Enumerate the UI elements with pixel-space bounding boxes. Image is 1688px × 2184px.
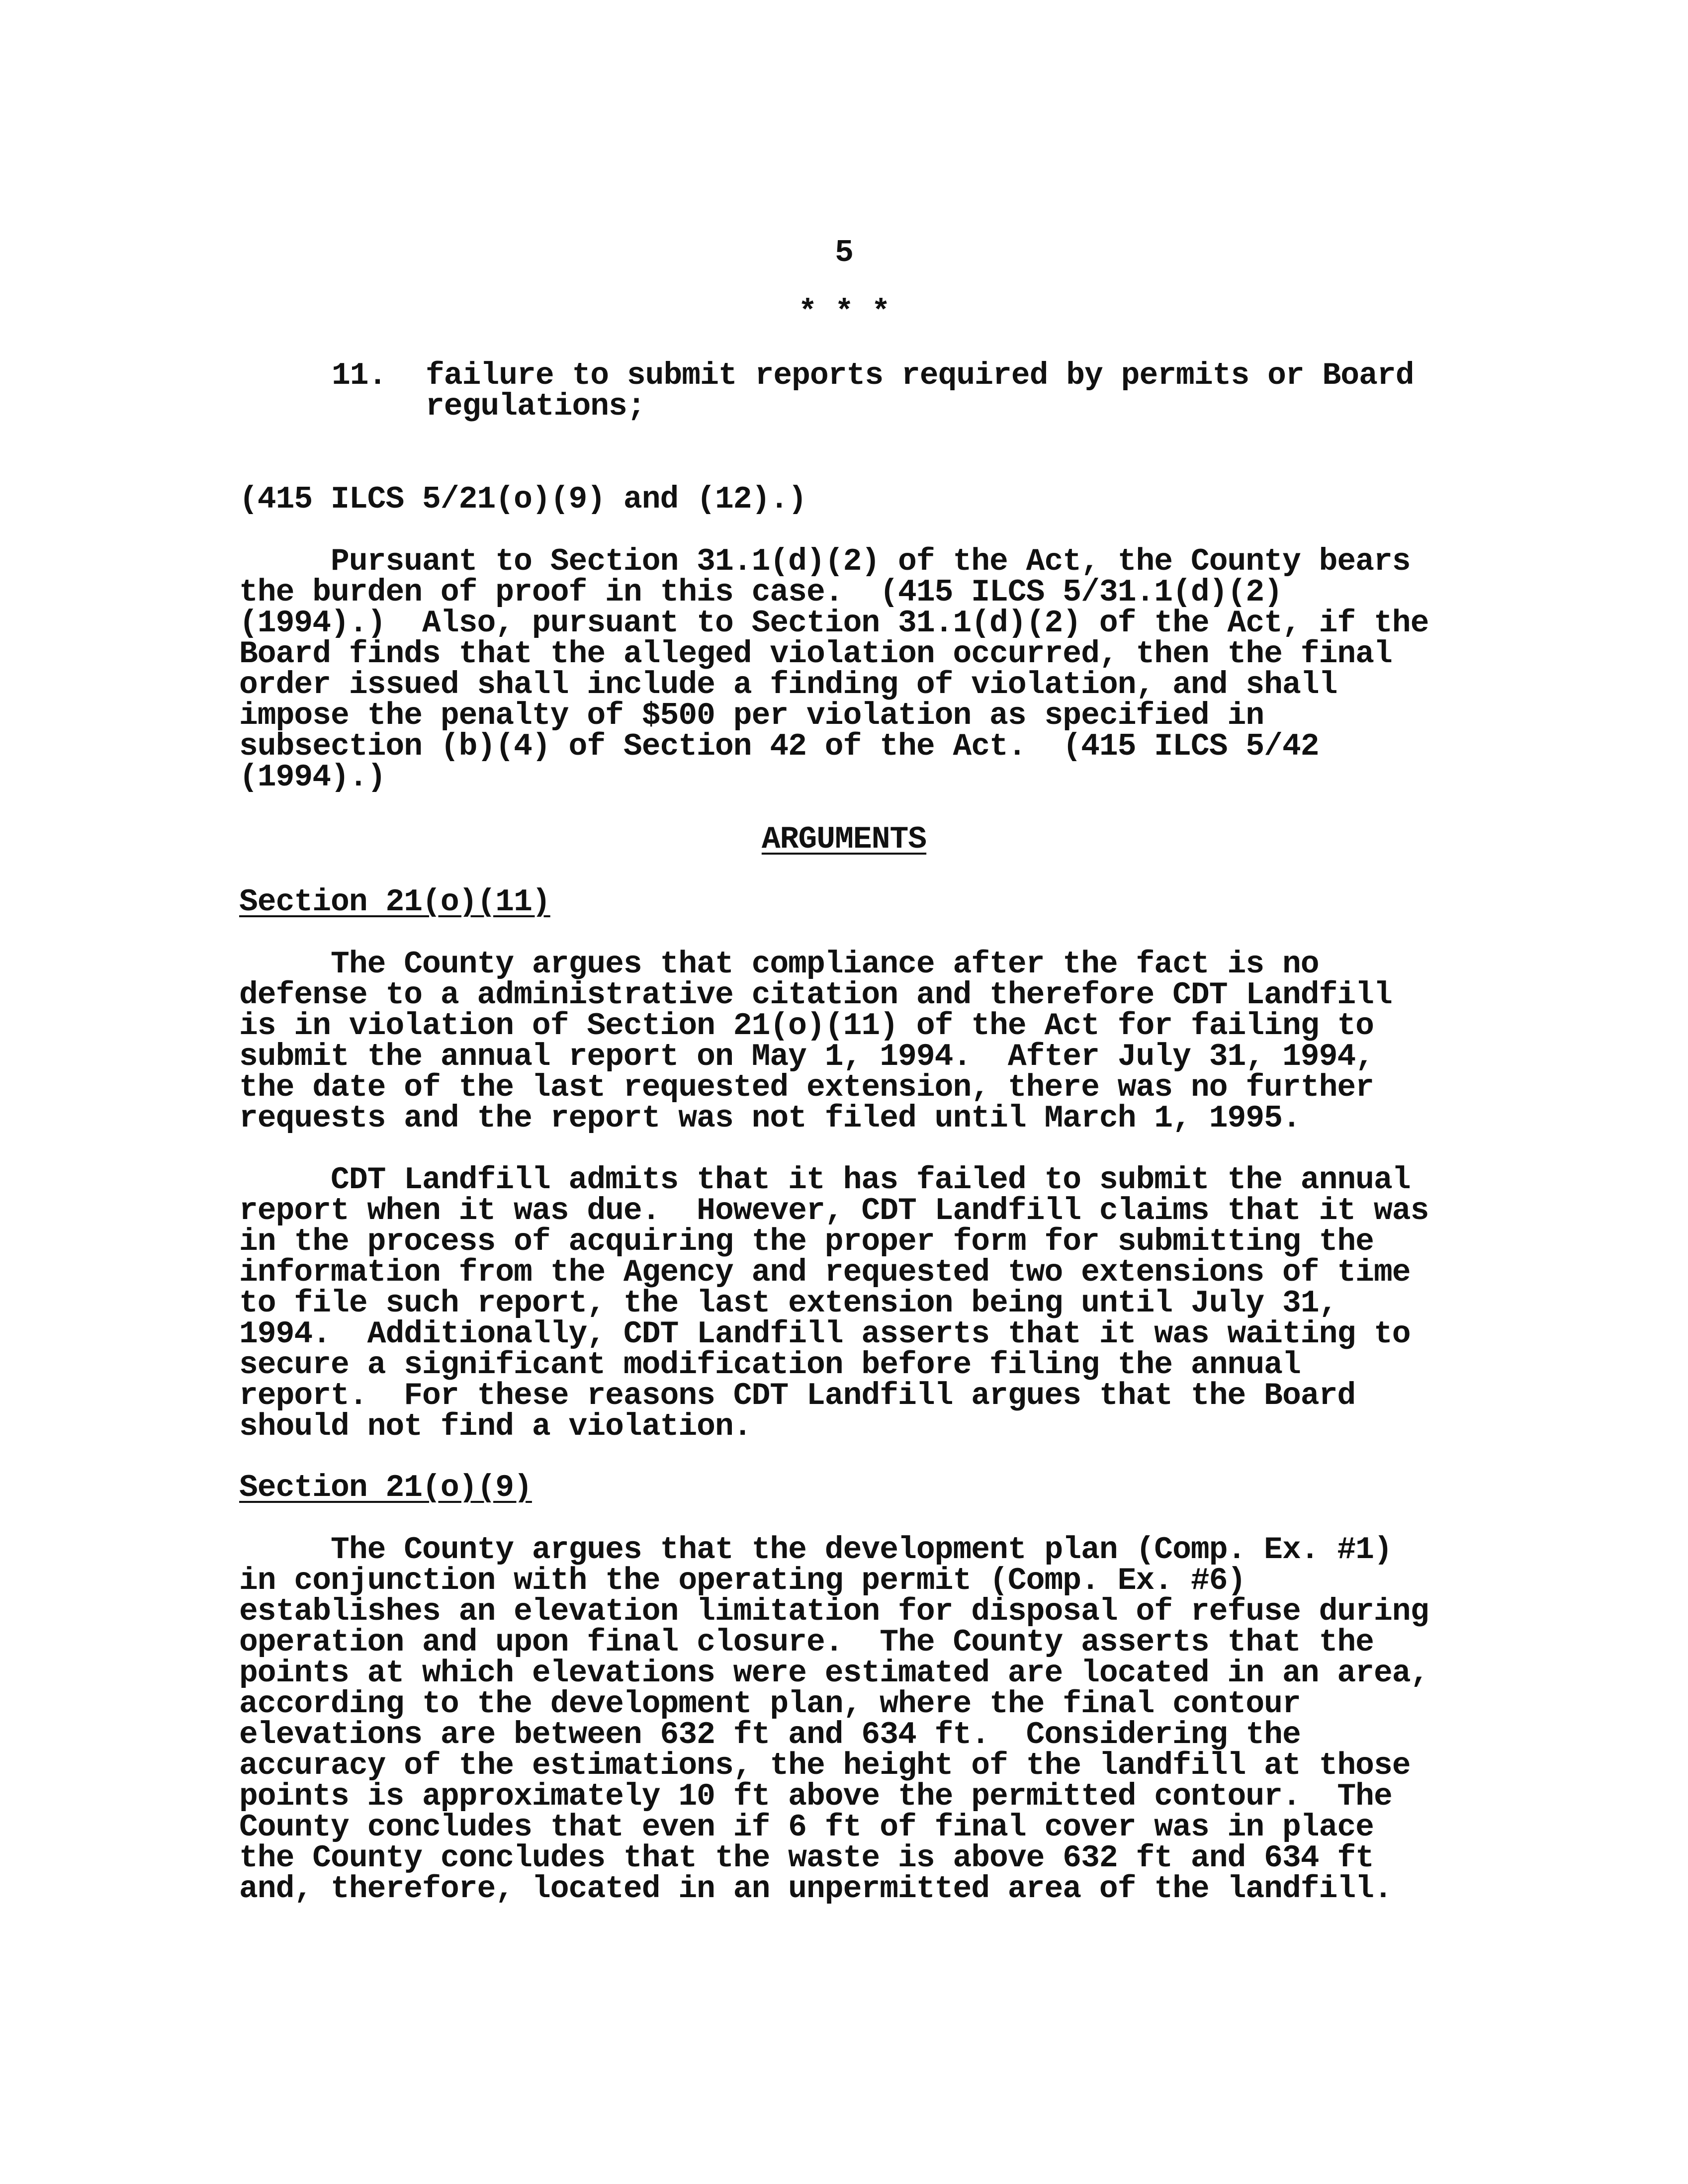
- list-item-number: 11.: [332, 358, 387, 393]
- statute-citation: (415 ILCS 5/21(o)(9) and (12).): [239, 482, 806, 517]
- page-number: 5: [835, 235, 853, 270]
- paragraph-burden-of-proof: Pursuant to Section 31.1(d)(2) of the Act, the County bears the burden of proof in this case. (415 ILCS 5/31.1(d)(2) (1994).) Also, pursuant to Section 31.1(d)(2) of the Act, if the Board finds that the alleged violation occurred, then the final order issued shall include a finding of violation, and shall impose the penalty of $500 per violation as specified in subsection (b)(4) of Section 42 of the Act. (415 ILCS 5/42 (1994).): [239, 544, 1429, 795]
- paragraph-county-argument-9: The County argues that the development plan (Comp. Ex. #1) in conjunction with the operating permit (Comp. Ex. #6) establishes an elevation limitation for disposal of refuse during operation and upon final closure. The County asserts that the points at which elevations were estimated are located in an area, according to the development plan, where the final contour elevations are between 632 ft and 634 ft. Considering the accuracy of the estimations, the height of the landfill at those points is approximately 10 ft above the permitted contour. The County concludes that even if 6 ft of final cover was in place the County concludes that the waste is above 632 ft and 634 ft and, therefore, located in an unpermitted area of the landfill.: [239, 1532, 1429, 1907]
- separator-asterisks: * * *: [798, 295, 890, 330]
- heading-section-21-o-11: Section 21(o)(11): [239, 884, 550, 920]
- list-item-text: failure to submit reports required by permits or Board regulations;: [426, 358, 1414, 424]
- paragraph-cdt-landfill-response: CDT Landfill admits that it has failed to submit the annual report when it was due. However, CDT Landfill claims that it was in the process of acquiring the proper form for submitting the information from the Agency and requested two extensions of time to file such report, the last extension being until July 31, 1994. Additionally, CDT Landfill asserts that it was waiting to secure a significant modification before filing the annual report. For these reasons CDT Landfill argues that the Board should not find a violation.: [239, 1162, 1429, 1444]
- heading-arguments: ARGUMENTS: [761, 822, 927, 857]
- heading-section-21-o-9: Section 21(o)(9): [239, 1470, 532, 1505]
- paragraph-county-argument-11: The County argues that compliance after the fact is no defense to a administrative citation and therefore CDT Landfill is in violation of Section 21(o)(11) of the Act for failing to submit the annual report on May 1, 1994. After July 31, 1994, the date of the last requested extension, there was no further requests and the report was not filed until March 1, 1995.: [239, 947, 1392, 1136]
